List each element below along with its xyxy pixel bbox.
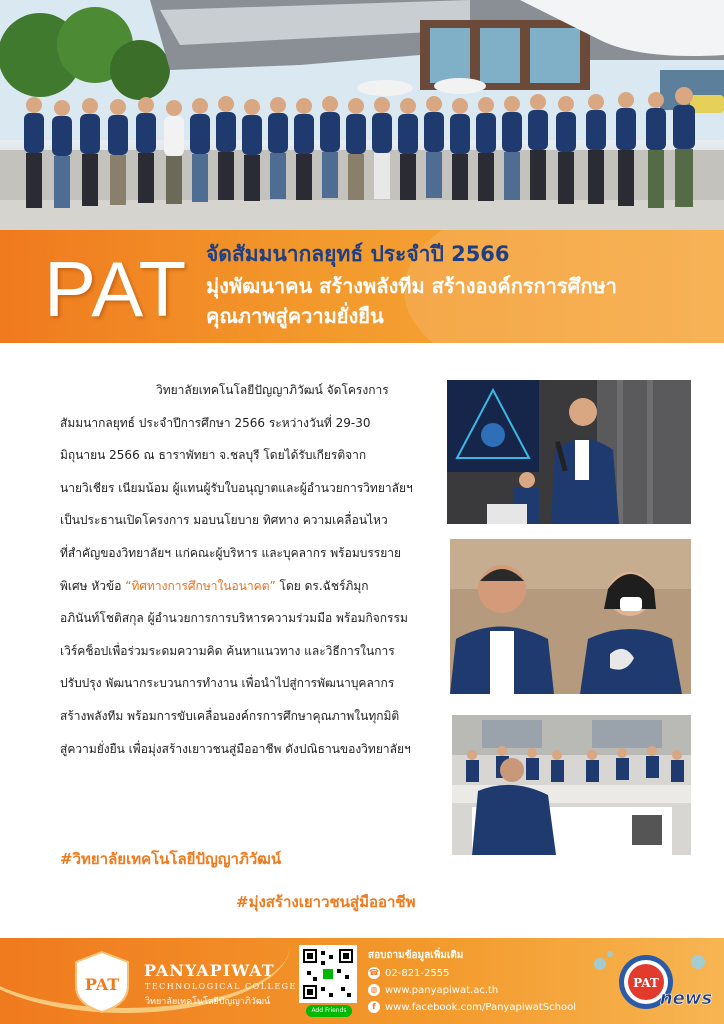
article-line-text: พิเศษ หัวข้อ xyxy=(60,578,126,593)
hero-group-photo xyxy=(0,0,724,230)
article-line: สร้างพลังทีม พร้อมการขับเคลื่อนองค์กรการศึกษาคุณภาพในทุกมิติ xyxy=(60,708,400,723)
article-line: นายวิเชียร เนียมน้อม ผู้แทนผู้รับใบอนุญาตและผู้อำนวยการวิทยาลัยฯ xyxy=(60,480,413,495)
photo-audience-pair xyxy=(450,539,691,694)
pat-news-badge xyxy=(586,944,716,1020)
pat-logo-text: PAT xyxy=(44,245,188,333)
hashtag-career: #มุ่งสร้างเยาวชนสู่มืออาชีพ xyxy=(236,893,416,911)
college-thai-name: วิทยาลัยเทคโนโลยีปัญญาภิวัฒน์ xyxy=(145,997,271,1007)
speaker-photo-illustration xyxy=(447,380,691,524)
facebook-icon: f xyxy=(368,1001,380,1013)
article-line: เวิร์คช็อปเพื่อร่วมระดมความคิด ค้นหาแนวทาง และวิธีการในการ xyxy=(60,643,395,658)
article-line-text: โดย ดร.ฉัชร์ภิมุก xyxy=(275,578,369,593)
banner-title-line-3: คุณภาพสู่ความยั่งยืน xyxy=(206,304,384,328)
line-qr-code[interactable] xyxy=(299,945,357,1003)
article-line: ที่สำคัญของวิทยาลัยฯ แก่คณะผู้บริหาร และบุคลากร พร้อมบรรยาย xyxy=(60,545,402,560)
crest-label: PAT xyxy=(84,975,120,994)
phone-icon: ☎ xyxy=(369,968,379,977)
hero-photo-illustration xyxy=(0,0,724,230)
college-english-subtitle: TECHNOLOGICAL COLLEGE xyxy=(145,982,297,991)
article-line: มิถุนายน 2566 ณ ธาราพัทยา จ.ชลบุรี โดยได้รับเกียรติจาก xyxy=(60,448,367,463)
article-line: เป็นประธานเปิดโครงการ มอบนโยบาย ทิศทาง ความเคลื่อนไหว xyxy=(60,513,388,528)
phone-number: 02-821-2555 xyxy=(385,967,450,979)
facebook-url: www.facebook.com/PanyapiwatSchool xyxy=(385,1001,577,1013)
banner-title-line-1: จัดสัมมนากลยุทธ์ ประจำปี 2566 xyxy=(206,242,510,266)
news-label: news xyxy=(659,988,713,1009)
website-url: www.panyapiwat.ac.th xyxy=(385,984,499,996)
audience-pair-illustration xyxy=(450,539,691,694)
article-line: อภินันท์โชติสกุล ผู้อำนวยการการบริหารความร่วมมือ พร้อมกิจกรรม xyxy=(60,611,408,626)
article-line: สัมมนากลยุทธ์ ประจำปีการศึกษา 2566 ระหว่างวันที่ 29-30 xyxy=(60,415,371,430)
highlight-topic: “ทิศทางการศึกษาในอนาคต” xyxy=(125,578,276,593)
qr-code-icon xyxy=(301,947,355,1001)
college-crest-icon xyxy=(72,950,132,1014)
workshop-photo-illustration xyxy=(452,715,691,855)
hashtag-college: #วิทยาลัยเทคโนโลยีปัญญาภิวัฒน์ xyxy=(60,850,282,868)
contact-phone[interactable] xyxy=(368,966,449,980)
college-name: PANYAPIWAT xyxy=(144,961,275,980)
article-line: สู่ความยั่งยืน เพื่อมุ่งสร้างเยาวชนสู่มืออาชีพ ดังปณิธานของวิทยาลัยฯ xyxy=(60,741,411,756)
banner-title-line-2: มุ่งพัฒนาคน สร้างพลังทีม สร้างองค์กรการศึกษา xyxy=(206,274,617,298)
article-line: ปรับปรุง พัฒนากระบวนการทำงาน เพื่อนำไปสู่การพัฒนาบุคลากร xyxy=(60,676,395,691)
photo-speaker xyxy=(447,380,691,524)
article-line: วิทยาลัยเทคโนโลยีปัญญาภิวัฒน์ จัดโครงการ xyxy=(156,383,389,397)
contact-facebook[interactable] xyxy=(368,1000,576,1014)
news-badge-label: PAT xyxy=(633,976,659,990)
article-line xyxy=(60,570,444,603)
add-friends-button[interactable]: Add Friends xyxy=(306,1005,352,1017)
photo-workshop xyxy=(452,715,691,855)
globe-icon: ◍ xyxy=(368,984,380,996)
contact-website[interactable] xyxy=(368,983,498,997)
people-row xyxy=(24,87,695,208)
contact-heading: สอบถามข้อมูลเพิ่มเติม xyxy=(368,950,464,961)
article-body xyxy=(60,374,444,765)
